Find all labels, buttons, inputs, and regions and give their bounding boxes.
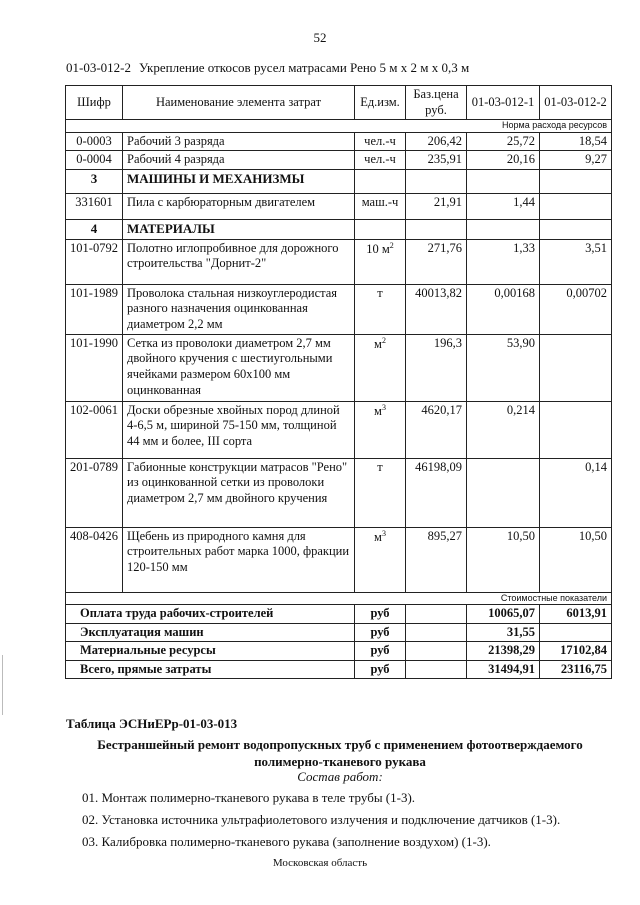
unit-cell: руб: [355, 623, 406, 642]
material-rows: [66, 239, 612, 592]
unit-superscript: 2: [381, 335, 386, 345]
value-col2: 18,54: [540, 132, 612, 151]
name-cell: Щебень из природного камня для строительных работ марка 1000, фракции 120-150 мм: [123, 527, 355, 592]
price-cell: 206,42: [406, 132, 467, 151]
value-col1: 21398,29: [467, 642, 540, 661]
unit-text: м: [374, 336, 382, 351]
price-cell: 235,91: [406, 151, 467, 170]
unit-cell: [355, 401, 406, 458]
value-col2: 23116,75: [540, 660, 612, 679]
name-cell: Рабочий 3 разряда: [123, 132, 355, 151]
value-col1: [467, 458, 540, 527]
code-cell: 201-0789: [66, 458, 123, 527]
value-col1: 31,55: [467, 623, 540, 642]
labor-rows: [66, 132, 612, 169]
unit-text: м: [374, 403, 382, 418]
unit-superscript: 3: [381, 402, 386, 412]
value-col1: 31494,91: [467, 660, 540, 679]
table-row: [66, 660, 612, 679]
section-row-machines: [66, 169, 612, 193]
value-col2: [540, 623, 612, 642]
unit-cell: руб: [355, 660, 406, 679]
table-header-row: [66, 86, 612, 120]
unit-text: чел.-ч: [364, 152, 396, 167]
total-label: Эксплуатация машин: [66, 623, 355, 642]
unit-text: м: [374, 529, 382, 544]
unit-cell: [355, 527, 406, 592]
value-col1: 1,44: [467, 193, 540, 219]
unit-cell: [355, 151, 406, 170]
section-title: МАТЕРИАЛЫ: [123, 219, 355, 239]
value-col1: 0,214: [467, 401, 540, 458]
page-edge-line: [2, 655, 3, 715]
header-col2: 01-03-012-2: [540, 86, 612, 120]
value-col2: 0,14: [540, 458, 612, 527]
unit-cell: [355, 334, 406, 401]
unit-text: маш.-ч: [361, 194, 399, 209]
table-row: [66, 193, 612, 219]
caption-code: 01-03-012-2: [66, 60, 131, 75]
table-row: [66, 458, 612, 527]
price-cell: 21,91: [406, 193, 467, 219]
table-row: [66, 151, 612, 170]
value-col2: [540, 193, 612, 219]
unit-cell: руб: [355, 604, 406, 623]
price-cell: 196,3: [406, 334, 467, 401]
unit-text: т: [377, 285, 383, 300]
value-col2: [540, 401, 612, 458]
unit-cell: [355, 132, 406, 151]
table-subtitle: Бестраншейный ремонт водопропускных труб с применением фотоотверждаемого полимерно-тканевого рукава: [97, 737, 583, 769]
table-row: [66, 239, 612, 284]
cost-label-row: [66, 592, 612, 604]
name-cell: Доски обрезные хвойных пород длиной 4-6,5 м, шириной 75-150 мм, толщиной 44 мм и более, III сорта: [123, 401, 355, 458]
unit-cell: [355, 239, 406, 284]
section-row-materials: [66, 219, 612, 239]
header-unit: Ед.изм.: [355, 86, 406, 120]
name-cell: Габионные конструкции матрасов "Рено" из оцинкованной сетки из проволоки диаметром 2,7 мм двойного кручения: [123, 458, 355, 527]
price-cell: 40013,82: [406, 284, 467, 334]
table-row: [66, 642, 612, 661]
norm-label-row: [66, 120, 612, 132]
value-col1: 25,72: [467, 132, 540, 151]
resource-table: [65, 85, 612, 679]
total-label: Оплата труда рабочих-строителей: [66, 604, 355, 623]
name-cell: Рабочий 4 разряда: [123, 151, 355, 170]
header-price: Баз.цена руб.: [406, 86, 467, 120]
norm-label: Норма расхода ресурсов: [66, 120, 612, 132]
code-cell: 101-0792: [66, 239, 123, 284]
value-col1: 53,90: [467, 334, 540, 401]
unit-text: чел.-ч: [364, 133, 396, 148]
code-cell: 0-0003: [66, 132, 123, 151]
value-col1: 20,16: [467, 151, 540, 170]
page-footer: Московская область: [272, 857, 368, 869]
name-cell: Пила с карбюраторным двигателем: [123, 193, 355, 219]
table-row: [66, 527, 612, 592]
table-title: Таблица ЭСНиЕРр-01-03-013: [66, 716, 238, 731]
unit-text: т: [377, 459, 383, 474]
price-cell: 895,27: [406, 527, 467, 592]
unit-superscript: 3: [381, 528, 386, 538]
operation-item: 03. Калибровка полимерно-тканевого рукава (заполнение воздухом) (1-3).: [82, 834, 491, 849]
value-col2: 9,27: [540, 151, 612, 170]
machine-rows: [66, 193, 612, 219]
caption-title: Укрепление откосов русел матрасами Рено 5 м х 2 м х 0,3 м: [139, 60, 470, 75]
value-col2: 0,00702: [540, 284, 612, 334]
value-col1: 1,33: [467, 239, 540, 284]
value-col2: 10,50: [540, 527, 612, 592]
price-cell: [406, 660, 467, 679]
section-title: МАШИНЫ И МЕХАНИЗМЫ: [123, 169, 355, 193]
value-col1: 10,50: [467, 527, 540, 592]
operation-item: 01. Монтаж полимерно-тканевого рукава в теле трубы (1-3).: [82, 790, 416, 805]
value-col1: 0,00168: [467, 284, 540, 334]
table-row: [66, 623, 612, 642]
name-cell: Сетка из проволоки диаметром 2,7 мм двойного кручения с шестиугольными ячейками размером 60х100 мм оцинкованная: [123, 334, 355, 401]
unit-text: 10 м: [366, 241, 390, 256]
value-col2: 6013,91: [540, 604, 612, 623]
code-cell: 102-0061: [66, 401, 123, 458]
code-cell: 0-0004: [66, 151, 123, 170]
header-name: Наименование элемента затрат: [123, 86, 355, 120]
total-label: Материальные ресурсы: [66, 642, 355, 661]
header-code: Шифр: [66, 86, 123, 120]
section-caption: [66, 60, 469, 76]
unit-cell: [355, 193, 406, 219]
total-label: Всего, прямые затраты: [66, 660, 355, 679]
name-cell: Полотно иглопробивное для дорожного строительства "Дорнит-2": [123, 239, 355, 284]
price-cell: 46198,09: [406, 458, 467, 527]
price-cell: 271,76: [406, 239, 467, 284]
unit-superscript: 2: [389, 240, 394, 250]
value-col2: 17102,84: [540, 642, 612, 661]
table-row: [66, 284, 612, 334]
operation-item: 02. Установка источника ультрафиолетового излучения и подключение датчиков (1-3).: [82, 812, 561, 827]
code-cell: 101-1989: [66, 284, 123, 334]
name-cell: Проволока стальная низкоуглеродистая разного назначения оцинкованная диаметром 2,2 мм: [123, 284, 355, 334]
value-col2: [540, 334, 612, 401]
unit-cell: [355, 284, 406, 334]
total-rows: [66, 604, 612, 679]
table-row: [66, 334, 612, 401]
cost-label: Стоимостные показатели: [66, 592, 612, 604]
price-cell: [406, 623, 467, 642]
table-row: [66, 401, 612, 458]
table-row: [66, 132, 612, 151]
price-cell: [406, 642, 467, 661]
section-number: 3: [66, 169, 123, 193]
unit-cell: [355, 458, 406, 527]
section-number: 4: [66, 219, 123, 239]
composition-heading: Состав работ:: [297, 769, 383, 784]
code-cell: 101-1990: [66, 334, 123, 401]
value-col2: 3,51: [540, 239, 612, 284]
operations-list: [82, 787, 560, 853]
price-cell: 4620,17: [406, 401, 467, 458]
table-row: [66, 604, 612, 623]
code-cell: 331601: [66, 193, 123, 219]
value-col1: 10065,07: [467, 604, 540, 623]
page-number: 52: [313, 30, 327, 45]
price-cell: [406, 604, 467, 623]
unit-cell: руб: [355, 642, 406, 661]
code-cell: 408-0426: [66, 527, 123, 592]
header-col1: 01-03-012-1: [467, 86, 540, 120]
